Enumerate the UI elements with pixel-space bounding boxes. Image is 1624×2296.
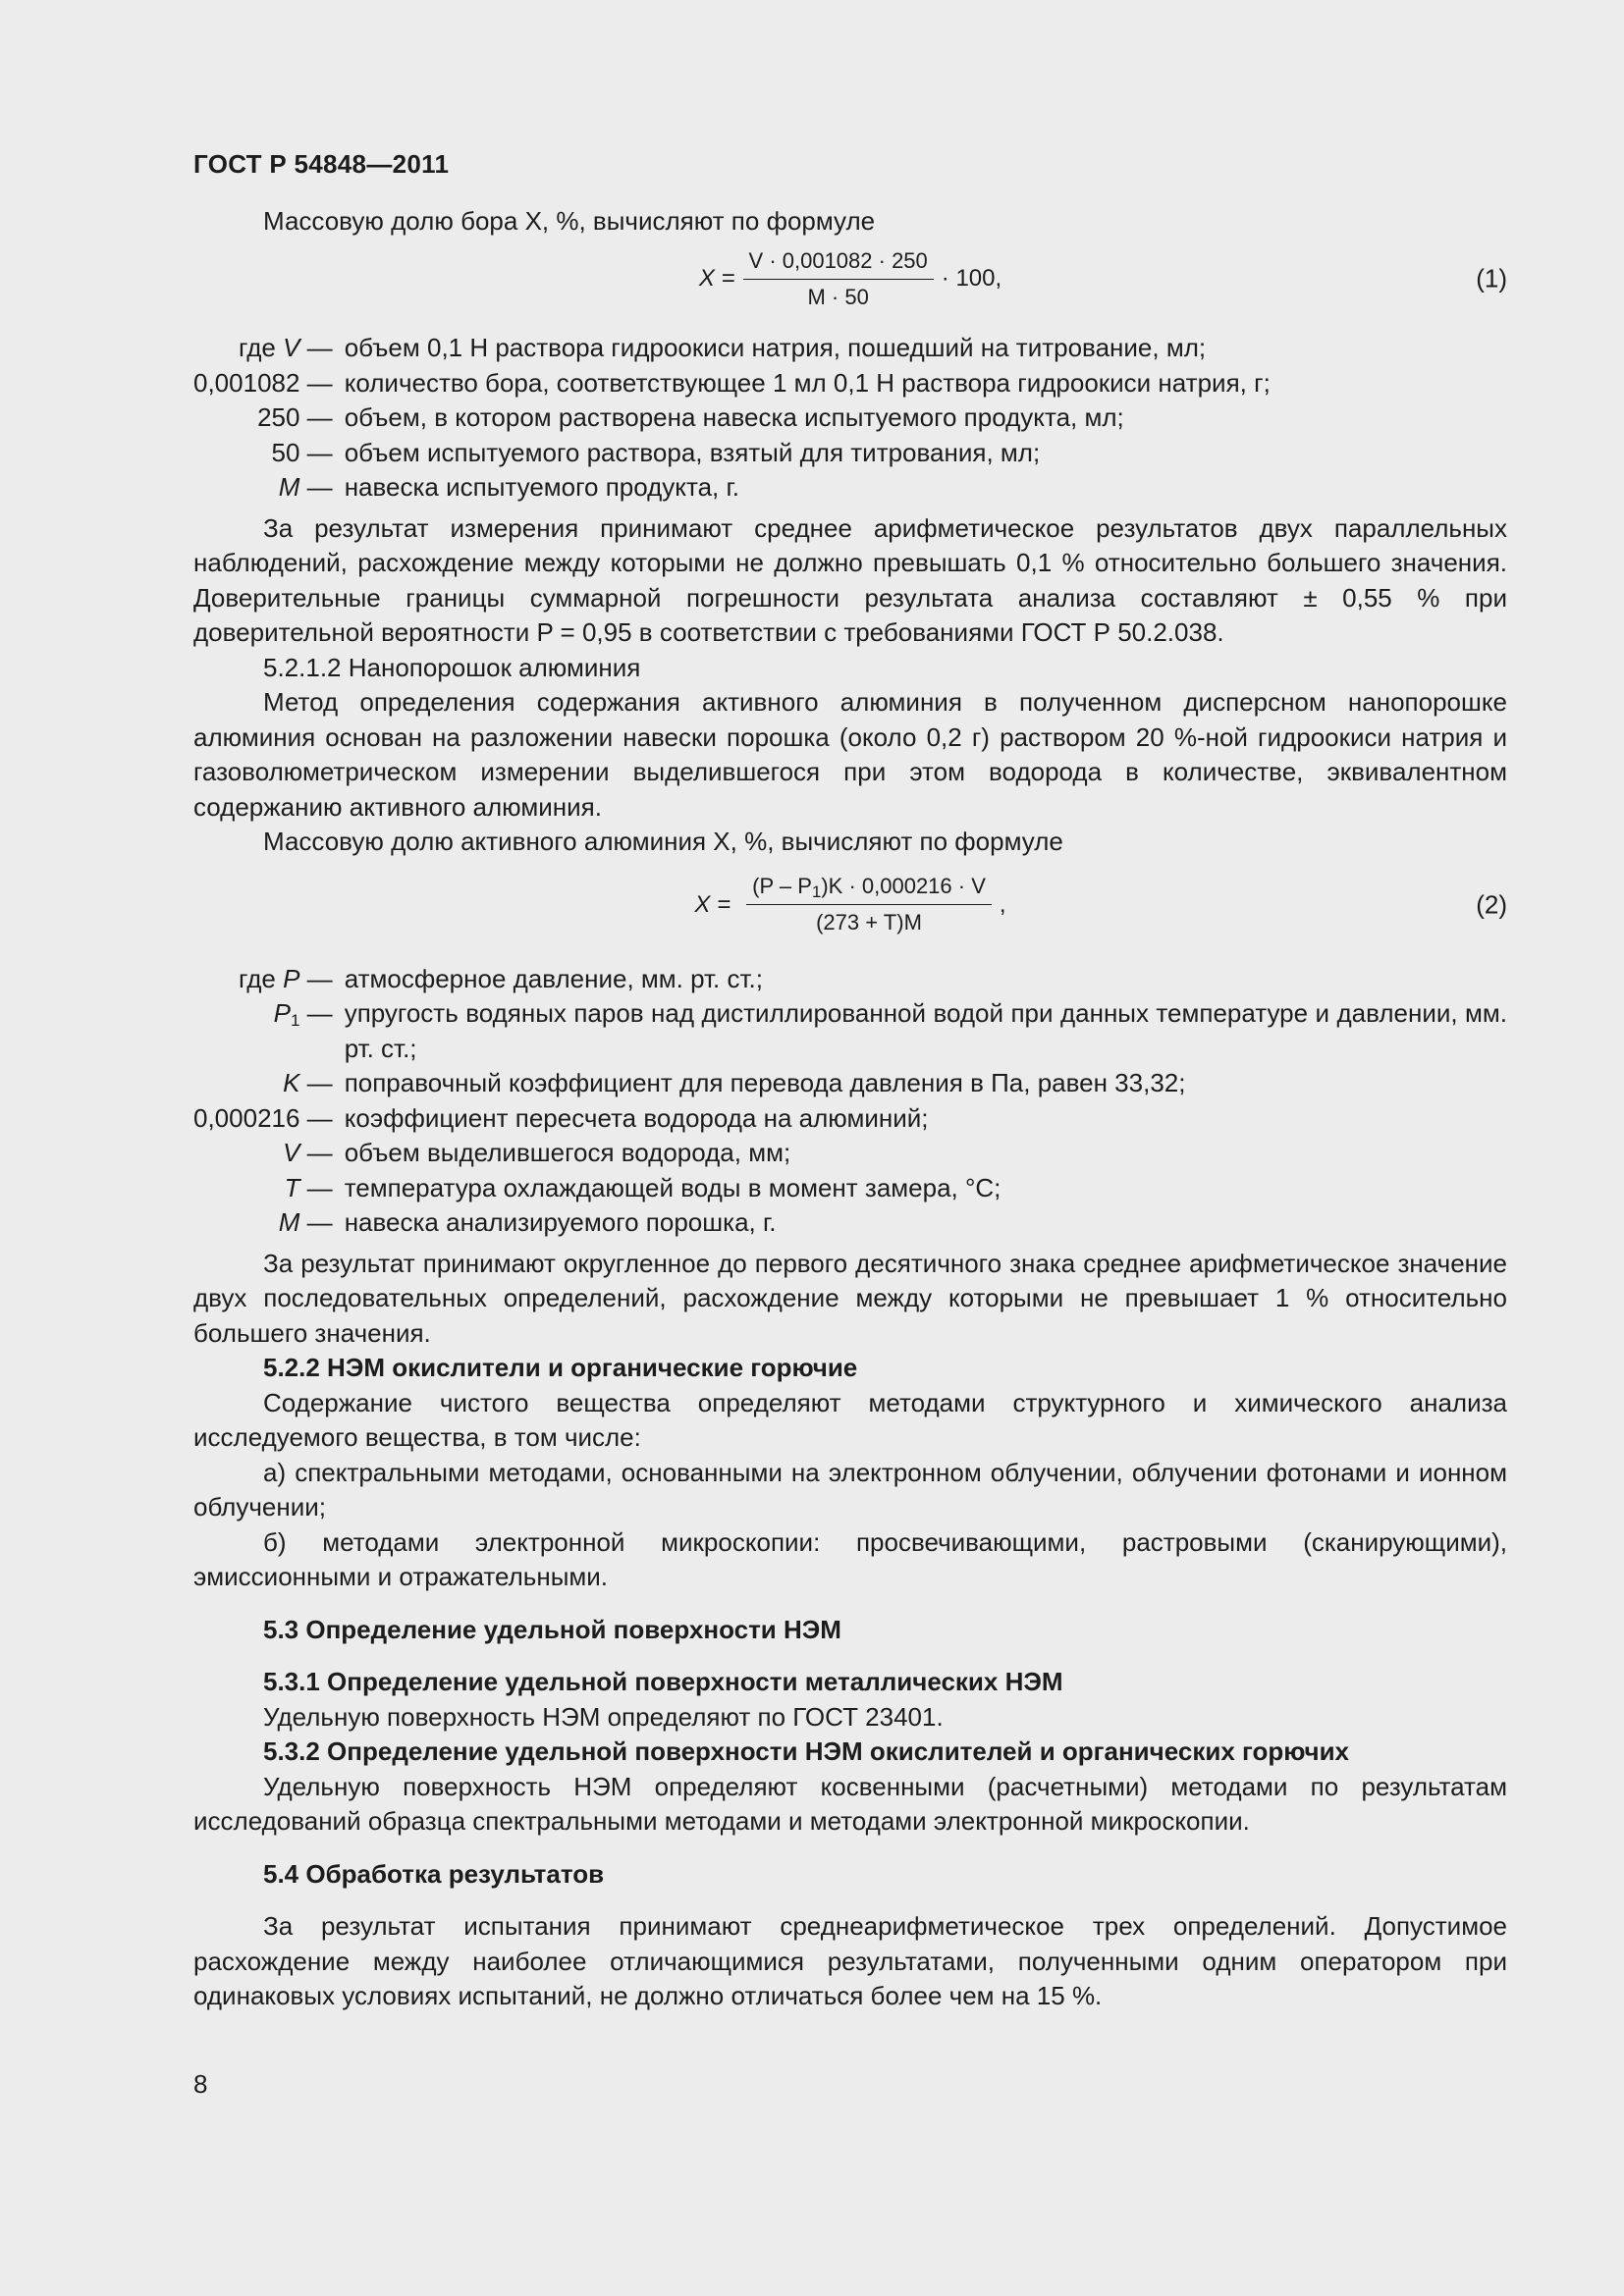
def1-symbol: M — — [278, 472, 333, 502]
formula2-numerator-b: )K · 0,000216 · V — [821, 874, 986, 898]
def2-description: упругость водяных паров над дистиллированной водой при данных температуре и давлении, мм. рт. ст.; — [344, 998, 1507, 1063]
def1-description: количество бора, соответствующее 1 мл 0,1 Н раствора гидроокиси натрия, г; — [344, 367, 1271, 398]
def1-row — [193, 331, 1507, 366]
def2-symbol-prefix: где — [238, 963, 284, 993]
def2-symbol-text: P — [273, 998, 291, 1028]
def2-symbol: где P — — [238, 963, 333, 993]
section-5-3-2-title: 5.3.2 Определение удельной поверхности НЭМ окислителей и органических горючих — [263, 1736, 1350, 1766]
def2-symbol: K — — [283, 1068, 333, 1097]
def2-description: атмосферное давление, мм. рт. ст.; — [344, 963, 763, 993]
formula1-denominator: M · 50 — [807, 284, 869, 309]
def2-symbol-text: K — [283, 1068, 300, 1097]
def2-row — [193, 962, 1507, 997]
def2-row — [193, 996, 1507, 1066]
def2-symbol: V — — [283, 1138, 333, 1167]
def1-symbol-text: 0,001082 — [193, 367, 300, 398]
formula2-tail: , — [999, 890, 1006, 918]
formula2-lhs: X = — [694, 890, 731, 918]
def2-symbol-text: V — [283, 1138, 300, 1167]
section-5-2-2-title: 5.2.2 НЭМ окислители и органические горючие — [263, 1353, 858, 1382]
def2-symbol: 0,000216 — — [193, 1102, 333, 1133]
formula1-tail: · 100, — [941, 265, 1002, 293]
list-item-a: а) спектральными методами, основанными на электронном облучении, облучении фотонами и ионном облучении; — [193, 1457, 1507, 1522]
formula1-lhs: X = — [698, 265, 735, 293]
def2-symbol: $P_1$ — — [273, 998, 333, 1030]
def1-symbol: 0,001082 — — [193, 367, 333, 398]
def1-symbol: где V — — [238, 333, 333, 362]
def2-row — [193, 1101, 1507, 1137]
def1-description: объем, в котором растворена навеска испытуемого продукта, мл; — [344, 402, 1124, 432]
formula2-number: (2) — [1476, 888, 1507, 919]
def2-row — [193, 1066, 1507, 1101]
page-number: 8 — [193, 2069, 208, 2099]
result2-paragraph: За результат принимают округленное до первого десятичного знака среднее арифметическое значение двух последовательных определений, расхождение между которыми не превышает 1 % относительно большего значения. — [193, 1248, 1507, 1348]
formula1-number: (1) — [1476, 263, 1507, 294]
list-item-b: б) методами электронной микроскопии: просвечивающими, растровыми (сканирующими), эмиссионными и отражательными. — [193, 1526, 1507, 1591]
formula2-denominator: (273 + T)M — [816, 910, 922, 934]
formula2-intro: Массовую долю активного алюминия X, %, вычисляют по формуле — [263, 827, 1063, 856]
def2-symbol-subscript: 1 — [290, 1011, 300, 1030]
formula2-numerator-sub: 1 — [811, 882, 822, 901]
def2-description: объем выделившегося водорода, мм; — [344, 1138, 791, 1167]
def2-symbol-text: T — [284, 1172, 300, 1202]
def2-symbol: M — — [278, 1207, 333, 1237]
section-5-3-2-paragraph: Удельную поверхность НЭМ определяют косвенными (расчетными) методами по результатам исследований образца спектральными методами и методами электронной микроскопии. — [193, 1771, 1507, 1836]
def1-symbol-text: 50 — [271, 437, 300, 467]
def2-symbol-text: 0,000216 — [193, 1102, 300, 1133]
def1-row — [193, 470, 1507, 506]
page-content — [193, 147, 1507, 2014]
result1-paragraph: За результат измерения принимают среднее арифметическое результатов двух параллельных наблюдений, расхождение между которыми не должно превышать 0,1 % относительно большего значения. Доверительные границы суммарной погрешности результата анализа составляют ± 0,55 % при доверительной вероятности P = 0,95 в соответствии с требованиями ГОСТ Р 50.2.038. — [193, 512, 1507, 647]
def2-description: температура охлаждающей воды в момент замера, °С; — [344, 1172, 1001, 1202]
formula2-definitions — [193, 962, 1507, 1241]
def2-description: коэффициент пересчета водорода на алюминий; — [344, 1102, 929, 1133]
def2-row — [193, 1171, 1507, 1206]
def1-symbol: 50 — — [271, 437, 333, 467]
formula1-fraction — [743, 246, 934, 312]
section-5-3-1-title: 5.3.1 Определение удельной поверхности металлических НЭМ — [263, 1667, 1063, 1696]
formula1-definitions — [193, 331, 1507, 506]
def2-symbol-text: M — [278, 1207, 300, 1237]
def1-symbol-text: V — [283, 333, 300, 362]
formula2-numerator-a: (P – P — [752, 874, 812, 898]
formula1-numerator: V · 0,001082 · 250 — [743, 246, 934, 280]
section-5-2-2-paragraph: Содержание чистого вещества определяют методами структурного и химического анализа исследуемого вещества, в том числе: — [193, 1387, 1507, 1452]
formula-2 — [193, 860, 1507, 950]
def1-row — [193, 366, 1507, 401]
formula2-numerator — [746, 872, 992, 905]
formula1-intro: Массовую долю бора X, %, вычисляют по формуле — [263, 205, 876, 236]
def1-description: навеска испытуемого продукта, г. — [344, 472, 740, 502]
document-header: ГОСТ Р 54848—2011 — [193, 149, 450, 179]
section-5-3-1-paragraph: Удельную поверхность НЭМ определяют по ГОСТ 23401. — [263, 1701, 944, 1732]
def1-symbol-text: 250 — [257, 402, 300, 432]
section-5-3-title: 5.3 Определение удельной поверхности НЭМ — [263, 1614, 841, 1644]
formula2-fraction — [746, 872, 992, 937]
def2-description: поправочный коэффициент для перевода давления в Па, равен 33,32; — [344, 1068, 1186, 1097]
def1-symbol-prefix: где — [238, 333, 284, 362]
section-5-4-paragraph: За результат испытания принимают среднеарифметическое трех определений. Допустимое расхождение между наиболее отличающимися результатами, полученными одним оператором при одинаковых условиях испытаний, не должно отличаться более чем на 15 %. — [193, 1911, 1507, 2010]
def2-row — [193, 1205, 1507, 1241]
def1-symbol-text: M — [278, 472, 300, 502]
def1-symbol: 250 — — [257, 402, 333, 432]
formula-1 — [193, 239, 1507, 319]
def1-row — [193, 400, 1507, 436]
def2-row — [193, 1136, 1507, 1171]
def2-symbol-text: P — [283, 963, 300, 993]
section-5-4-title: 5.4 Обработка результатов — [263, 1858, 605, 1889]
method-paragraph: Метод определения содержания активного алюминия в полученном дисперсном нанопорошке алюминия основан на разложении навески порошка (около 0,2 г) раствором 20 %-ной гидроокиси натрия и газоволюметрическом измерении выделившегося при этом водорода в количестве, эквивалентном содержанию активного алюминия. — [193, 687, 1507, 822]
def1-row — [193, 436, 1507, 471]
section-5-2-1-2-title: 5.2.1.2 Нанопорошок алюминия — [263, 652, 641, 682]
def1-description: объем 0,1 Н раствора гидроокиси натрия, пошедший на титрование, мл; — [344, 333, 1207, 362]
def1-description: объем испытуемого раствора, взятый для титрования, мл; — [344, 437, 1041, 467]
def2-description: навеска анализируемого порошка, г. — [344, 1207, 777, 1237]
def2-symbol: T — — [284, 1172, 333, 1202]
